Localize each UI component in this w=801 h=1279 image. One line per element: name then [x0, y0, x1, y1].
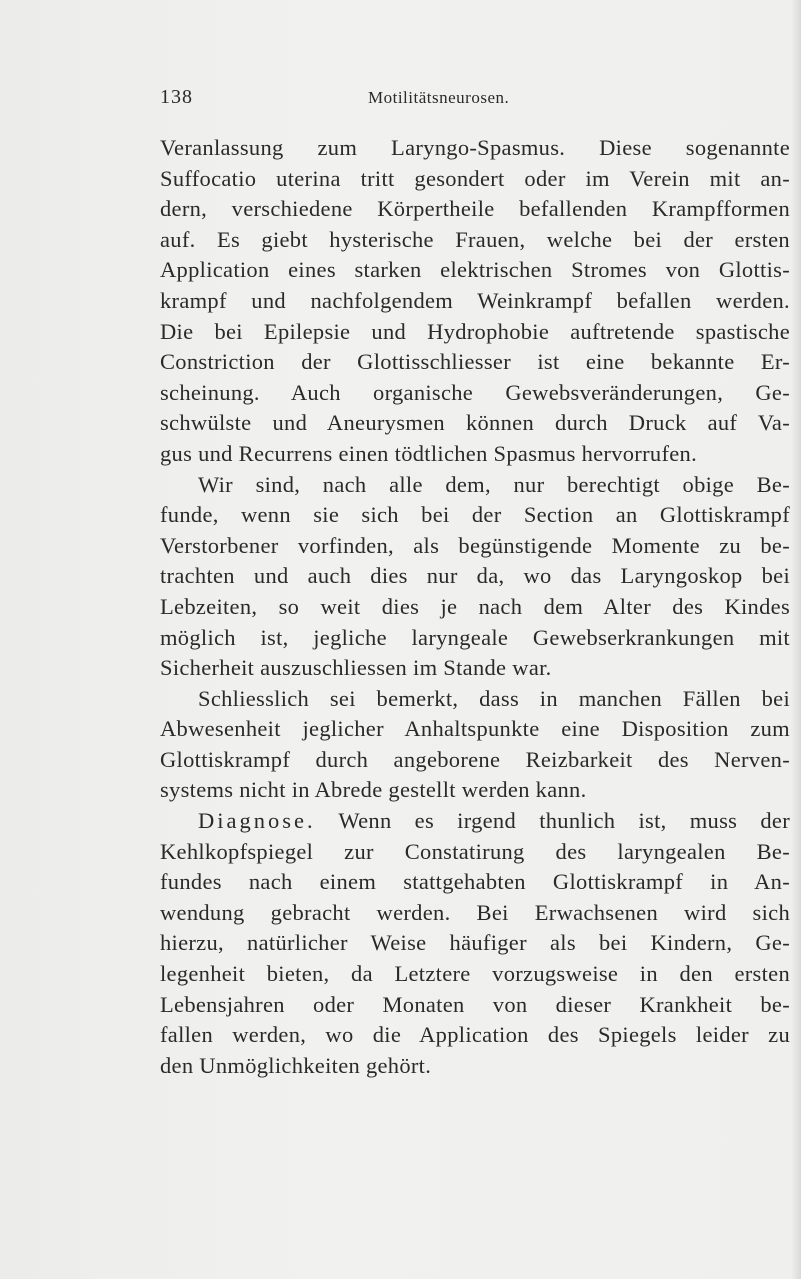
paragraph	[160, 133, 790, 470]
text-line: hierzu, natürlicher Weise häufiger als bei Kindern, Ge-	[160, 930, 790, 956]
text-line: Suffocatio uterina tritt gesondert oder im Verein mit an-	[160, 165, 790, 191]
text-line: systems nicht in Abrede gestellt werden kann.	[160, 777, 587, 803]
text-line: auf. Es giebt hysterische Frauen, welche bei der ersten	[160, 226, 790, 252]
text-line: Sicherheit auszuschliessen im Stande war.	[160, 655, 552, 681]
text-line: krampf und nachfolgendem Weinkrampf befallen werden.	[160, 287, 790, 313]
text-line	[160, 806, 790, 837]
text-line: Lebzeiten, so weit dies je nach dem Alter des Kindes	[160, 593, 790, 619]
body-text	[160, 133, 790, 1081]
text-line: Schliesslich sei bemerkt, dass in manchen Fällen bei	[198, 685, 790, 711]
text-line: Kehlkopfspiegel zur Constatirung des laryngealen Be-	[160, 838, 790, 864]
page-header	[160, 86, 800, 114]
text-line: Lebensjahren oder Monaten von dieser Krankheit be-	[160, 991, 790, 1017]
text-line: möglich ist, jegliche laryngeale Gewebserkrankungen mit	[160, 624, 790, 650]
text-line: fallen werden, wo die Application des Spiegels leider zu	[160, 1022, 790, 1048]
text-line: Glottiskrampf durch angeborene Reizbarkeit des Nerven-	[160, 746, 790, 772]
text-line: fundes nach einem stattgehabten Glottiskrampf in An-	[160, 869, 790, 895]
section-heading: Diagnose.	[198, 808, 316, 834]
text-line: funde, wenn sie sich bei der Section an Glottiskrampf	[160, 502, 790, 528]
text-line: schwülste und Aneurysmen können durch Druck auf Va-	[160, 410, 790, 436]
running-title: Motilitätsneurosen.	[368, 88, 510, 107]
text-line: trachten und auch dies nur da, wo das Laryngoskop bei	[160, 563, 790, 589]
text-line: dern, verschiedene Körpertheile befallenden Krampfformen	[160, 196, 790, 222]
text-line: Application eines starken elektrischen Stromes von Glottis-	[160, 257, 790, 283]
text-line: wendung gebracht werden. Bei Erwachsenen wird sich	[160, 899, 790, 925]
text-line: gus und Recurrens einen tödtlichen Spasmus hervorrufen.	[160, 440, 697, 466]
text-line: Constriction der Glottisschliesser ist eine bekannte Er-	[160, 349, 790, 375]
text-line: legenheit bieten, da Letztere vorzugsweise in den ersten	[160, 961, 790, 987]
text-line: Die bei Epilepsie und Hydrophobie auftretende spastische	[160, 318, 790, 344]
text-line: den Unmöglichkeiten gehört.	[160, 1052, 432, 1078]
text-line-rest: Wenn es irgend thunlich ist, muss der	[338, 808, 790, 834]
text-line: Abwesenheit jeglicher Anhaltspunkte eine Disposition zum	[160, 716, 790, 742]
paragraph	[160, 470, 790, 684]
text-line: Verstorbener vorfinden, als begünstigende Momente zu be-	[160, 532, 790, 558]
page-edge-shadow	[791, 0, 801, 1279]
text-line: Wir sind, nach alle dem, nur berechtigt obige Be-	[198, 471, 790, 497]
page-number: 138	[160, 86, 193, 108]
text-line: Veranlassung zum Laryngo-Spasmus. Diese sogenannte	[160, 135, 790, 160]
text-line: scheinung. Auch organische Gewebsveränderungen, Ge-	[160, 379, 790, 405]
paragraph	[160, 684, 790, 806]
paragraph	[160, 806, 790, 1081]
